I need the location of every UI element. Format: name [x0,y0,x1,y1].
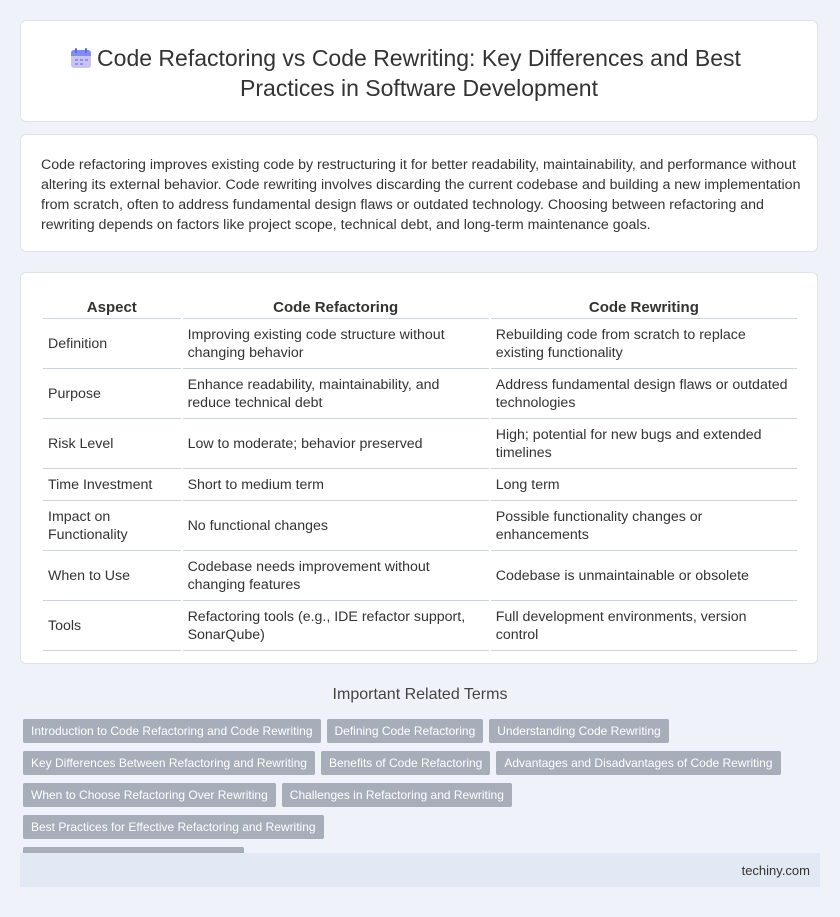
table-row [43,319,797,369]
header-aspect: Aspect [43,295,181,319]
row-refactoring-cell: No functional changes [183,501,489,551]
comparison-table [41,295,799,651]
row-aspect-cell: Risk Level [43,419,181,469]
footer-site-link[interactable]: techiny.com [741,863,810,878]
intro-card [20,134,818,252]
table-row [43,369,797,419]
row-refactoring-cell: Improving existing code structure without changing behavior [183,319,489,369]
row-refactoring-cell: Short to medium term [183,469,489,501]
related-term-tag[interactable]: Understanding Code Rewriting [489,719,668,743]
footer [20,853,820,887]
row-aspect-cell: Impact on Functionality [43,501,181,551]
related-term-tag[interactable]: When to Choose Refactoring Over Rewriting [23,783,276,807]
row-refactoring-cell: Low to moderate; behavior preserved [183,419,489,469]
related-term-tag[interactable]: Best Practices for Effective Refactoring and Rewriting [23,815,324,839]
intro-paragraph: Code refactoring improves existing code by restructuring it for better readability, maintainability, and performance without altering its external behavior. Code rewriting involves discarding the current codebase and building a new implementation from scratch, often to address fundamental design flaws or outdated technology. Choosing between refactoring and rewriting depends on factors like project scope, technical debt, and long-term maintenance goals. [41,157,801,233]
row-refactoring-cell: Codebase needs improvement without changing features [183,551,489,601]
row-rewriting-cell: Possible functionality changes or enhancements [491,501,797,551]
related-term-tag[interactable]: Key Differences Between Refactoring and Rewriting [23,751,315,775]
row-refactoring-cell: Enhance readability, maintainability, and reduce technical debt [183,369,489,419]
related-terms-title: Important Related Terms [332,686,508,703]
row-aspect-cell: Definition [43,319,181,369]
related-term-tag[interactable]: Defining Code Refactoring [327,719,484,743]
row-rewriting-cell: High; potential for new bugs and extended timelines [491,419,797,469]
header-code-rewriting: Code Rewriting [491,295,797,319]
table-row [43,601,797,651]
row-rewriting-cell: Long term [491,469,797,501]
header-code-refactoring: Code Refactoring [183,295,489,319]
row-rewriting-cell: Codebase is unmaintainable or obsolete [491,551,797,601]
row-aspect-cell: When to Use [43,551,181,601]
related-term-tag[interactable]: Benefits of Code Refactoring [321,751,490,775]
related-term-tag[interactable]: Advantages and Disadvantages of Code Rewriting [496,751,780,775]
related-term-tag[interactable]: Introduction to Code Refactoring and Code Rewriting [23,719,321,743]
row-rewriting-cell: Full development environments, version control [491,601,797,651]
table-header-row [43,295,797,319]
row-refactoring-cell: Refactoring tools (e.g., IDE refactor support, SonarQube) [183,601,489,651]
table-row [43,469,797,501]
header-card [20,20,818,122]
table-row [43,501,797,551]
row-aspect-cell: Purpose [43,369,181,419]
comparison-card [20,272,818,664]
table-row [43,551,797,601]
row-aspect-cell: Time Investment [43,469,181,501]
row-rewriting-cell: Address fundamental design flaws or outdated technologies [491,369,797,419]
row-aspect-cell: Tools [43,601,181,651]
page-title: Code Refactoring vs Code Rewriting: Key Differences and Best Practices in Software Development [97,45,741,101]
related-term-tag[interactable]: Challenges in Refactoring and Rewriting [282,783,512,807]
row-rewriting-cell: Rebuilding code from scratch to replace existing functionality [491,319,797,369]
table-row [43,419,797,469]
